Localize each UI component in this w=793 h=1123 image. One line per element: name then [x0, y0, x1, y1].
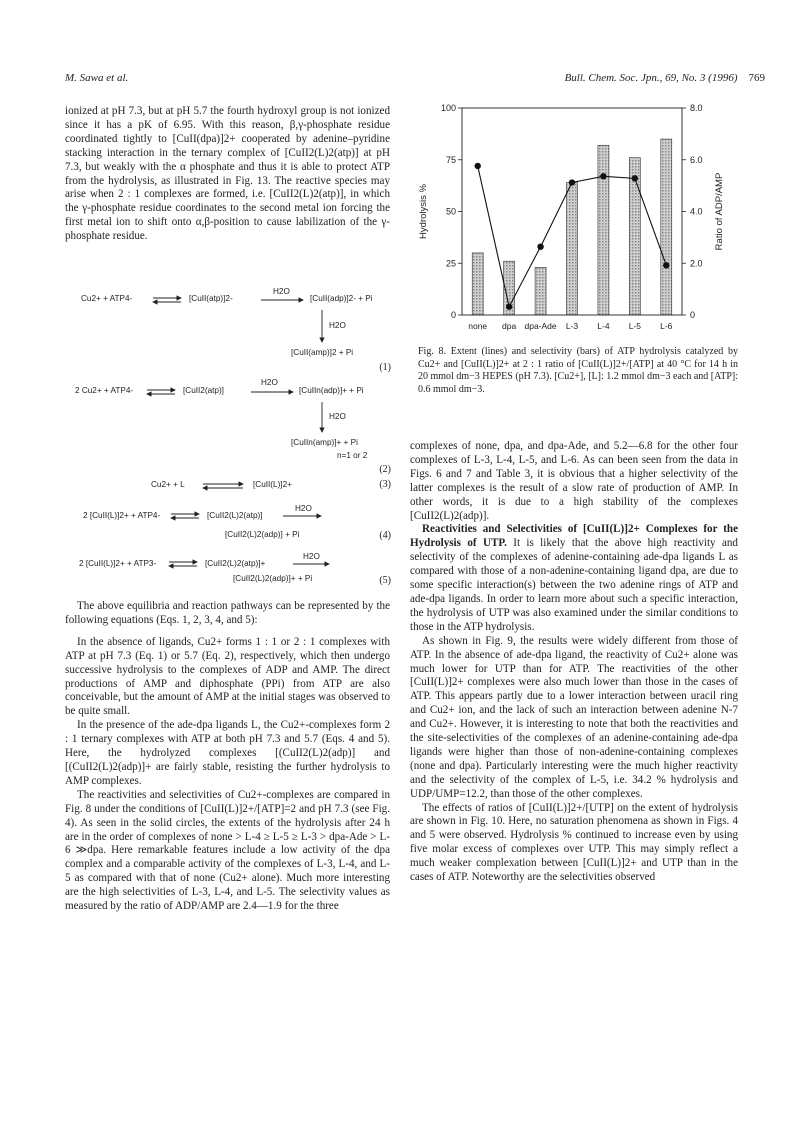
paragraph: [410, 523, 738, 634]
running-header-journal: [565, 72, 765, 84]
scheme-arrows: [65, 286, 395, 584]
left-column-top: [65, 105, 390, 244]
eq4-complex: [CuII2(L)2(atp)]: [207, 511, 263, 520]
eq2-product: [CuIIn(adp)]+ + Pi: [299, 386, 364, 395]
y2-tick-label: 2.0: [690, 258, 703, 269]
left-column-bottom: [65, 600, 390, 914]
eq1-complex: [CuII(atp)]2-: [189, 294, 233, 303]
chart-bar: [598, 145, 609, 315]
chart-point: [632, 175, 638, 181]
eq5-complex: [CuII2(L)2(atp)]+: [205, 559, 266, 568]
x-tick-label: L-6: [660, 321, 673, 331]
x-tick-label: L-5: [628, 321, 642, 331]
y-tick-label: 75: [445, 154, 456, 165]
x-tick-label: dpa-Ade: [524, 321, 557, 331]
y2-tick-label: 4.0: [690, 206, 703, 217]
figure-8-chart: [404, 100, 744, 340]
eq2-water: H2O: [261, 378, 278, 387]
eq5-reactants: 2 [CuII(L)]2+ + ATP3-: [79, 559, 157, 568]
chart-point: [569, 179, 575, 185]
y-tick-label: 25: [445, 258, 456, 269]
x-tick-label: L-3: [565, 321, 579, 331]
y-axis-label: Hydrolysis %: [418, 184, 429, 239]
eq3-number: (3): [379, 479, 391, 490]
eq4-reactants: 2 [CuII(L)]2+ + ATP4-: [83, 511, 161, 520]
chart-point: [663, 262, 669, 268]
chart-point: [506, 304, 512, 310]
chart-point: [475, 163, 481, 169]
section-heading: Reactivities and Selectivities of [CuII(L)]2+ Complexes for the Hydrolysis of UTP.: [410, 523, 738, 550]
eq3-reactants: Cu2+ + L: [151, 480, 185, 489]
eq4-water: H2O: [295, 504, 312, 513]
eq5-product: [CuII2(L)2(adp)]+ + Pi: [233, 574, 313, 583]
eq5-water: H2O: [303, 552, 320, 561]
chart-bar: [567, 183, 578, 315]
paragraph: The above equilibria and reaction pathways can be represented by the following equations (Eqs. 1, 2, 3, 4, and 5):: [65, 600, 390, 626]
chart-point: [600, 173, 606, 179]
paragraph: complexes of none, dpa, and dpa-Ade, and 5.2—6.8 for the other four complexes of L-3, L-4, L-5, and L-6. As can been seen from the data in Figs. 6 and 7 and Table 3, it is obvious that a higher selectivity of the latter complexes is the result of a slow rate of production of AMP. In other words, it is due to a high stability of the complexes [CuII2(L)2(adp)].: [410, 440, 738, 522]
running-header-authors: M. Sawa et al.: [65, 72, 129, 84]
chart-svg: [404, 100, 744, 340]
eq1-water: H2O: [273, 287, 290, 296]
paragraph: The effects of ratios of [CuII(L)]2+/[UTP] on the extent of hydrolysis are shown in Fig. 10. Here, no saturation phenomena as shown in Figs. 4 and 5 were observed. Hydrolysis % continued to increase even by using five molar excess of complexes over UTP. This may simply reflect a much weaker complexation between [CuII(L)]2+ and UTP than in the cases of ATP. Noteworthy are the selectivities observed: [410, 801, 738, 884]
eq1-final: [CuII(amp)]2 + Pi: [291, 348, 354, 357]
y-tick-label: 0: [450, 310, 456, 320]
eq1-number: (1): [379, 362, 391, 373]
y2-axis-label: Ratio of ADP/AMP: [714, 172, 725, 251]
eq4-number: (4): [379, 530, 391, 541]
chart-bar: [472, 253, 483, 315]
x-tick-label: dpa: [502, 321, 517, 331]
section-paragraph: It is likely that the above high reactivity and selectivity of the complexes of adenine-containing ade-dpa ligands L as compared with those of a non-adenine-containing ligand dpa, are due to some specific interaction(s) between the two adenine rings of ATP and ade-dpa ligands. In order to learn more about such a specific interaction, the hydrolysis of UTP was also examined under the similar conditions to those in the ATP hydrolysis.: [410, 537, 738, 633]
y2-tick-label: 0: [690, 310, 696, 320]
y-tick-label: 50: [445, 206, 456, 217]
eq5-number: (5): [379, 575, 391, 586]
eq2-final: [CuIIn(amp)]+ + Pi: [291, 438, 358, 447]
eq1-product: [CuII(adp)]2- + Pi: [310, 294, 373, 303]
eq2-n-note: n=1 or 2: [337, 451, 368, 460]
eq2-water-down: H2O: [329, 412, 346, 421]
eq2-reactants: 2 Cu2+ + ATP4-: [75, 386, 134, 395]
paragraph: The reactivities and selectivities of Cu2+-complexes are compared in Fig. 8 under the conditions of [CuII(L)]2+/[ATP]=2 and pH 7.3 (see Fig. 4). As seen in the solid circles, the extents of the hydrolysis after 24 h are in the order of complexes of none > L-4 ≥ L-5 ≥ L-3 > dpa-Ade > L-6 ≫dpa. Here remarkable features include a low activity of the dpa complex and a comparable activity of the complexes of L-3, L-4, and L-5 as compared with that of none (Cu2+ alone). Much more interesting are the high selectivities of L-3, L-4, and L-5. The selectivity values as measured by the ratio of ADP/AMP are 2.4—1.9 for the three: [65, 788, 390, 913]
reaction-scheme: [65, 286, 395, 584]
eq2-number: (2): [379, 464, 391, 475]
paragraph: ionized at pH 7.3, but at pH 5.7 the fourth hydroxyl group is not ionized since it has a pK of 6.95. With this reason, β,γ-phosphate residue coordinated tightly to [CuII(dpa)]2+ cooperated by adenine–pyridine stacking interaction in the ternary complex of [CuII2(L)2(atp)] at pH 7.3, but weakly with the α phosphate and thus it is able to protect ATP from the hydrolysis, as illustrated in Fig. 13. The reactive species may arise when 2 : 1 complexes are formed, i.e. [CuII2(L)2(atp)], in which the γ-phosphate residue coordinates to the second metal ion forcing the first metal ion to shift onto α,β-position to cause labilization of the γ-phosphate residue.: [65, 105, 390, 243]
eq2-complex: [CuII2(atp)]: [183, 386, 224, 395]
page-number: 769: [748, 72, 765, 84]
paragraph: In the presence of the ade-dpa ligands L, the Cu2+-complexes form 2 : 1 ternary complexes with ATP at both pH 7.3 and 5.7 (Eqs. 4 and 5). Here, the hydrolyzed complexes [(CuII2(L)2(adp)] and [(CuII2(L)2(adp)]+ are fairly stable, resisting the further hydrolysis to AMP complexes.: [65, 719, 390, 787]
y2-tick-label: 6.0: [690, 154, 703, 165]
x-tick-label: none: [468, 321, 488, 331]
eq3-product: [CuII(L)]2+: [253, 480, 292, 489]
paragraph: In the absence of ligands, Cu2+ forms 1 : 1 or 2 : 1 complexes with ATP at pH 7.3 (Eq. 1) or 5.7 (Eq. 2), respectively, which then undergo successive hydrolysis to the complexes of ADP and AMP. The direct productions of AMP and diphosphate (PPi) from ATP are also conceivable, but the amount of AMP at the initial stages was observed to be quite small.: [65, 635, 390, 718]
chart-bar: [535, 267, 546, 315]
y2-tick-label: 8.0: [690, 103, 703, 113]
figure-8-caption: Fig. 8. Extent (lines) and selectivity (bars) of ATP hydrolysis catalyzed by Cu2+ and [CuII(L)]2+ at 2 : 1 ratio of [CuII(L)]2+/[ATP] at 40 °C for 14 h in 20 mmol dm−3 HEPES (pH 7.3). [Cu2+], [L]: 1.2 mmol dm−3 each and [ATP]: 0.6 mmol dm−3.: [418, 346, 738, 396]
x-tick-label: L-4: [597, 321, 610, 331]
journal-citation: Bull. Chem. Soc. Jpn., 69, No. 3 (1996): [564, 72, 738, 84]
y-tick-label: 100: [440, 103, 456, 113]
chart-bar: [661, 139, 672, 315]
right-column: [410, 440, 738, 885]
paragraph: As shown in Fig. 9, the results were widely different from those of ATP. In the absence of ade-dpa ligand, the reactivity of Cu2+ alone was much lower for UTP than for ATP. The reactivities of the other [CuII(L)]2+ complexes were also much lower than those in the cases of ATP. This appears partly due to a lower interaction between uracil ring and Cu2+ ion, and the lack of such an interaction between adenine N-7 and Cu2+. However, it is interesting to note that both the reactivities and the site-selectivities of the complexes of an adenine-containing ade-dpa ligands were higher than those of non-adenine-containing complexes (none and dpa). Particularly interesting were the much higher reactivity and the selectivity of the complex of L-5, i.e. 34.2 % hydrolysis and UDP/UMP=12.2, than those of the other complexes.: [410, 634, 738, 800]
chart-point: [537, 243, 543, 249]
eq4-product: [CuII2(L)2(adp)] + Pi: [225, 530, 300, 539]
eq1-reactants: Cu2+ + ATP4-: [81, 294, 133, 303]
eq1-water-down: H2O: [329, 321, 346, 330]
